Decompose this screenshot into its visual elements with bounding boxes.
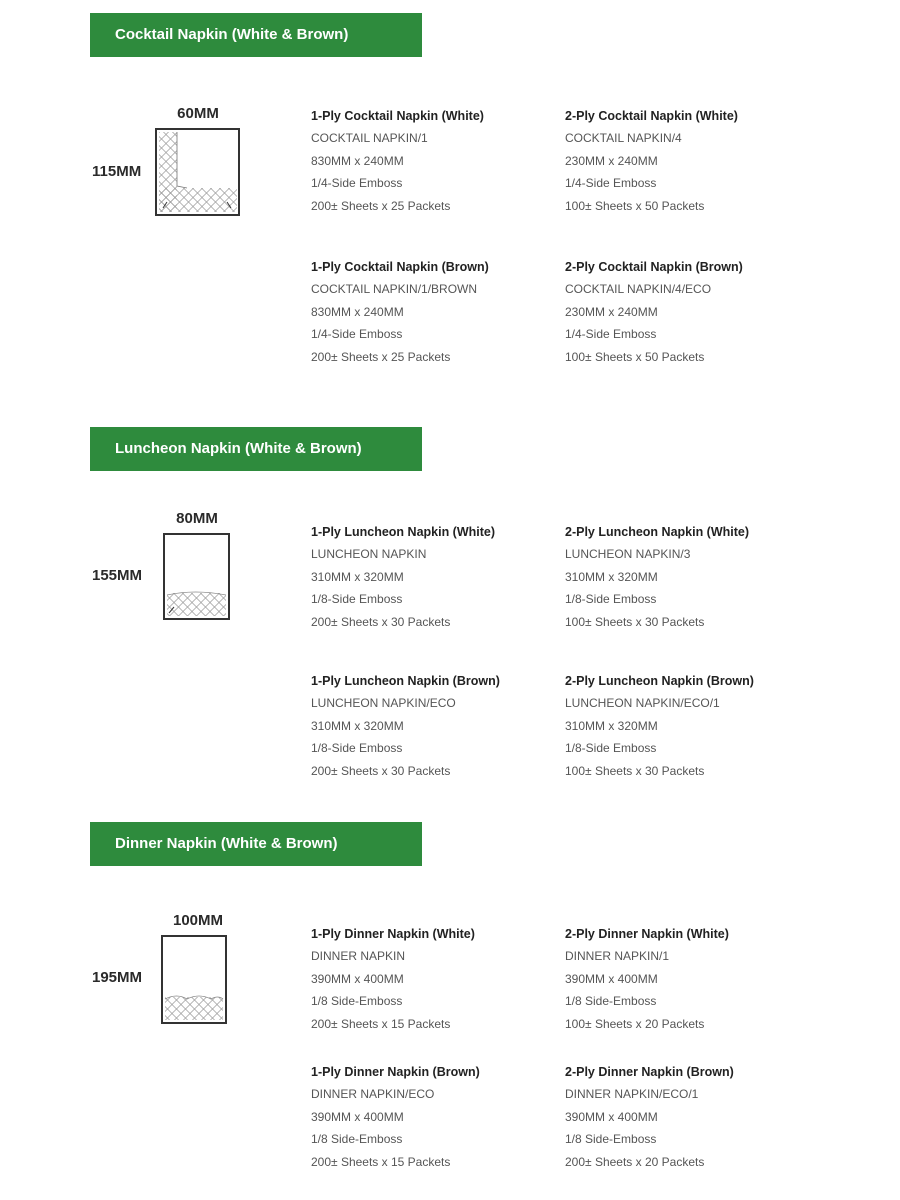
napkin-height-label: 115MM (92, 163, 142, 180)
product-code: COCKTAIL NAPKIN/1 (311, 131, 428, 145)
napkin-fold-diagram (163, 533, 230, 620)
product-size: 390MM x 400MM (565, 1109, 658, 1124)
product-size: 230MM x 240MM (565, 153, 658, 168)
product-title: 1-Ply Dinner Napkin (Brown) (311, 1065, 480, 1079)
product-emboss: 1/4-Side Emboss (565, 327, 657, 341)
product-card (565, 105, 805, 217)
product-card (565, 256, 805, 368)
product-card (565, 1061, 805, 1173)
emboss-pattern-icon (163, 937, 225, 1022)
emboss-pattern-icon (165, 535, 228, 618)
product-title: 1-Ply Cocktail Napkin (Brown) (311, 260, 489, 274)
product-size: 310MM x 320MM (565, 569, 658, 584)
product-card (311, 670, 551, 782)
product-size: 230MM x 240MM (565, 304, 658, 319)
product-code: DINNER NAPKIN (311, 949, 406, 963)
product-card (565, 670, 805, 782)
product-emboss: 1/8-Side Emboss (311, 741, 403, 755)
product-emboss: 1/8 Side-Emboss (565, 1132, 657, 1146)
product-size: 830MM x 240MM (311, 304, 404, 319)
product-pack: 100± Sheets x 20 Packets (565, 1016, 705, 1031)
product-code: DINNER NAPKIN/ECO (311, 1087, 435, 1101)
product-emboss: 1/8-Side Emboss (311, 592, 403, 606)
product-title: 2-Ply Dinner Napkin (Brown) (565, 1065, 734, 1079)
product-card (565, 923, 805, 1035)
product-code: DINNER NAPKIN/ECO/1 (565, 1087, 699, 1101)
emboss-pattern-icon (157, 130, 238, 214)
product-card (311, 105, 551, 217)
product-title: 1-Ply Dinner Napkin (White) (311, 927, 475, 941)
product-size: 310MM x 320MM (311, 569, 404, 584)
product-code: LUNCHEON NAPKIN/ECO/1 (565, 696, 720, 710)
product-emboss: 1/8-Side Emboss (565, 741, 657, 755)
product-size: 390MM x 400MM (311, 971, 404, 986)
product-pack: 100± Sheets x 50 Packets (565, 198, 705, 213)
product-title: 2-Ply Dinner Napkin (White) (565, 927, 729, 941)
product-code: DINNER NAPKIN/1 (565, 949, 670, 963)
product-emboss: 1/4-Side Emboss (311, 176, 403, 190)
napkin-fold-diagram (155, 128, 240, 216)
section-title: Luncheon Napkin (White & Brown) (90, 427, 422, 471)
product-card (311, 1061, 551, 1173)
product-title: 1-Ply Luncheon Napkin (White) (311, 525, 496, 539)
product-code: COCKTAIL NAPKIN/4 (565, 131, 682, 145)
product-size: 310MM x 320MM (565, 718, 658, 733)
product-card (311, 521, 551, 633)
napkin-height-label: 195MM (92, 969, 143, 986)
product-pack: 200± Sheets x 25 Packets (311, 349, 451, 364)
product-card (565, 521, 805, 633)
product-pack: 200± Sheets x 20 Packets (565, 1154, 705, 1169)
product-code: LUNCHEON NAPKIN/ECO (311, 696, 456, 710)
section-title: Dinner Napkin (White & Brown) (90, 822, 422, 866)
product-pack: 200± Sheets x 15 Packets (311, 1154, 451, 1169)
product-size: 390MM x 400MM (565, 971, 658, 986)
product-pack: 200± Sheets x 30 Packets (311, 614, 451, 629)
product-emboss: 1/4-Side Emboss (311, 327, 403, 341)
product-size: 310MM x 320MM (311, 718, 404, 733)
product-emboss: 1/8 Side-Emboss (311, 1132, 403, 1146)
napkin-fold-diagram (161, 935, 227, 1024)
napkin-height-label: 155MM (92, 567, 143, 584)
product-emboss: 1/8 Side-Emboss (311, 994, 403, 1008)
product-title: 2-Ply Cocktail Napkin (White) (565, 109, 738, 123)
section-title: Cocktail Napkin (White & Brown) (90, 13, 422, 57)
product-code: COCKTAIL NAPKIN/1/BROWN (311, 282, 478, 296)
product-emboss: 1/8-Side Emboss (565, 592, 657, 606)
product-size: 390MM x 400MM (311, 1109, 404, 1124)
product-card (311, 923, 551, 1035)
product-pack: 200± Sheets x 30 Packets (311, 763, 451, 778)
napkin-width-label: 100MM (172, 912, 224, 929)
product-pack: 100± Sheets x 30 Packets (565, 763, 705, 778)
product-code: COCKTAIL NAPKIN/4/ECO (565, 282, 712, 296)
product-emboss: 1/8 Side-Emboss (565, 994, 657, 1008)
product-card (311, 256, 551, 368)
product-pack: 200± Sheets x 15 Packets (311, 1016, 451, 1031)
product-title: 2-Ply Luncheon Napkin (Brown) (565, 674, 754, 688)
napkin-width-label: 60MM (177, 105, 219, 122)
product-emboss: 1/4-Side Emboss (565, 176, 657, 190)
product-size: 830MM x 240MM (311, 153, 404, 168)
product-title: 2-Ply Luncheon Napkin (White) (565, 525, 750, 539)
product-title: 2-Ply Cocktail Napkin (Brown) (565, 260, 743, 274)
napkin-width-label: 80MM (176, 510, 218, 527)
product-code: LUNCHEON NAPKIN/3 (565, 547, 691, 561)
product-code: LUNCHEON NAPKIN (311, 547, 427, 561)
product-title: 1-Ply Cocktail Napkin (White) (311, 109, 484, 123)
product-pack: 200± Sheets x 25 Packets (311, 198, 451, 213)
product-title: 1-Ply Luncheon Napkin (Brown) (311, 674, 500, 688)
product-pack: 100± Sheets x 50 Packets (565, 349, 705, 364)
product-pack: 100± Sheets x 30 Packets (565, 614, 705, 629)
